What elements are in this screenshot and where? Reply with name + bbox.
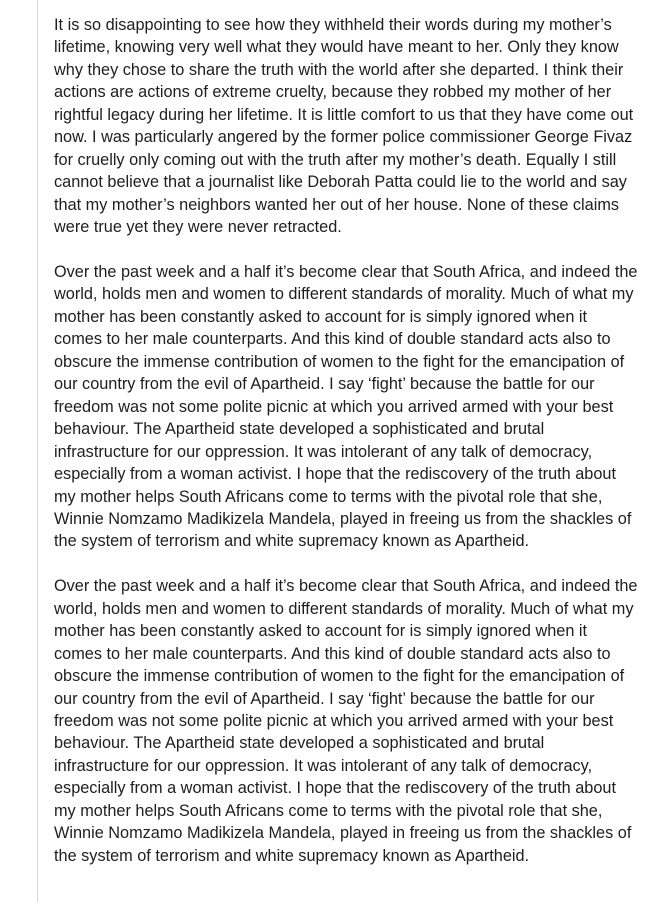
paragraph-1: It is so disappointing to see how they withheld their words during my mother’s lifetime, knowing very well what they would have meant to her. Only they know why they chose to share the truth with the world after she departed. I think their actions are actions of extreme cruelty, because they robbed my mother of her rightful legacy during her lifetime. It is little comfort to us that they have come out now. I was particularly angered by the former police commissioner George Fivaz for cruelly only coming out with the truth after my mother’s death. Equally I still cannot believe that a journalist like Deborah Patta could lie to the world and say that my mother’s neighbors wanted her out of her house. None of these claims were true yet they were never retracted. — [54, 16, 634, 237]
left-margin-rule — [0, 0, 38, 902]
document-body — [54, 14, 638, 867]
paragraph-2: Over the past week and a half it’s become clear that South Africa, and indeed the world, holds men and women to different standards of morality. Much of what my mother has been constantly asked to account for is simply ignored when it comes to her male counterparts. And this kind of double standard acts also to obscure the immense contribution of women to the fight for the emancipation of our country from the evil of Apartheid. I say ‘fight’ because the battle for our freedom was not some polite picnic at which you arrived armed with your best behaviour. The Apartheid state developed a sophisticated and brutal infrastructure for our oppression. It was intolerant of any talk of democracy, especially from a woman activist. I hope that the rediscovery of the truth about my mother helps South Africans come to terms with the pivotal role that she, Winnie Nomzamo Madikizela Mandela, played in freeing us from the shackles of the system of terrorism and white supremacy known as Apartheid. — [54, 262, 638, 551]
paragraph-3: Over the past week and a half it’s become clear that South Africa, and indeed the world, holds men and women to different standards of morality. Much of what my mother has been constantly asked to account for is simply ignored when it comes to her male counterparts. And this kind of double standard acts also to obscure the immense contribution of women to the fight for the emancipation of our country from the evil of Apartheid. I say ‘fight’ because the battle for our freedom was not some polite picnic at which you arrived armed with your best behaviour. The Apartheid state developed a sophisticated and brutal infrastructure for our oppression. It was intolerant of any talk of democracy, especially from a woman activist. I hope that the rediscovery of the truth about my mother helps South Africans come to terms with the pivotal role that she, Winnie Nomzamo Madikizela Mandela, played in freeing us from the shackles of the system of terrorism and white supremacy known as Apartheid. — [54, 577, 638, 865]
